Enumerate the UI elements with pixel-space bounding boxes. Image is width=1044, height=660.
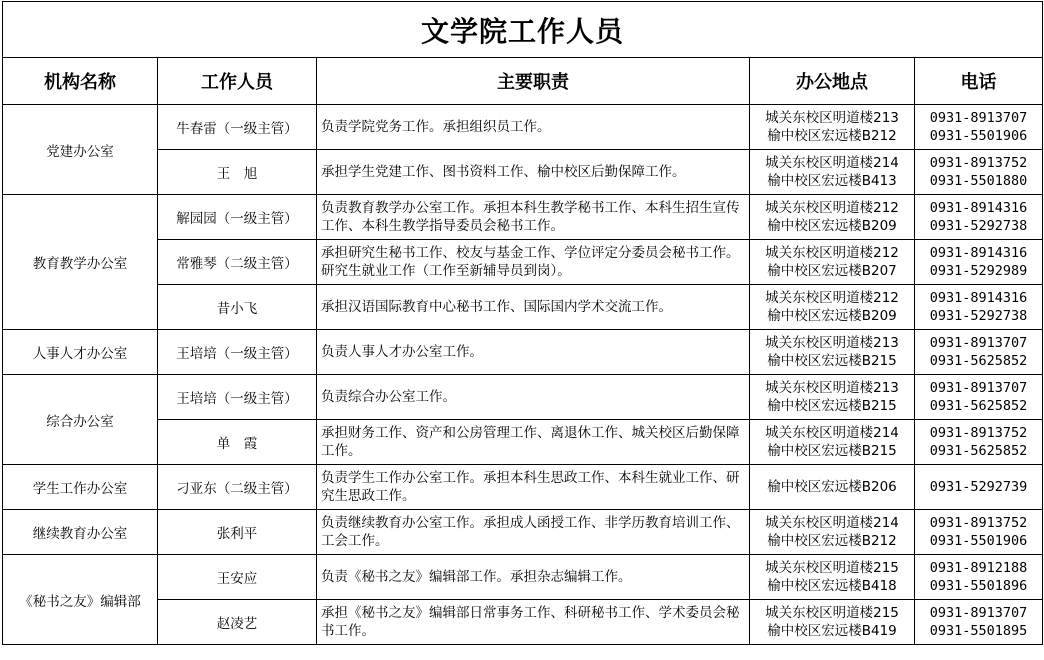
staff-name-cell: 解园园（一级主管） xyxy=(158,195,317,240)
table-row xyxy=(3,375,1043,420)
location-line: 城关东校区明道楼215 xyxy=(765,560,899,576)
staff-table xyxy=(2,1,1043,645)
org-name-cell: 《秘书之友》编辑部 xyxy=(3,555,158,645)
location-line: 城关东校区明道楼214 xyxy=(765,425,899,441)
header-phone: 电话 xyxy=(915,58,1043,105)
location-line: 城关东校区明道楼212 xyxy=(765,245,899,261)
location-line: 榆中校区宏远楼B212 xyxy=(767,128,897,144)
table-body xyxy=(3,105,1043,645)
staff-name-cell: 王 旭 xyxy=(158,150,317,195)
duty-cell: 承担财务工作、资产和公房管理工作、离退休工作、城关校区后勤保障工作。 xyxy=(317,420,750,465)
phone-line: 0931-8914316 xyxy=(929,245,1028,261)
staff-name-cell: 单 霞 xyxy=(158,420,317,465)
phone-line: 0931-5292739 xyxy=(929,479,1028,495)
phone-cell xyxy=(915,105,1043,150)
location-cell xyxy=(750,555,915,600)
location-line: 城关东校区明道楼213 xyxy=(765,380,899,396)
duty-cell: 负责《秘书之友》编辑部工作。承担杂志编辑工作。 xyxy=(317,555,750,600)
phone-line: 0931-5501906 xyxy=(929,533,1028,549)
org-name-cell: 学生工作办公室 xyxy=(3,465,158,510)
staff-name-cell: 牛春雷（一级主管） xyxy=(158,105,317,150)
location-line: 榆中校区宏远楼B209 xyxy=(767,308,897,324)
table-row xyxy=(3,105,1043,150)
table-row xyxy=(3,195,1043,240)
table-title: 文学院工作人员 xyxy=(3,2,1043,58)
phone-cell xyxy=(915,240,1043,285)
phone-line: 0931-8914316 xyxy=(929,200,1028,216)
phone-line: 0931-5292738 xyxy=(929,308,1028,324)
duty-cell: 承担《秘书之友》编辑部日常事务工作、科研秘书工作、学术委员会秘书工作。 xyxy=(317,600,750,645)
phone-line: 0931-5501880 xyxy=(929,173,1028,189)
duty-cell: 负责综合办公室工作。 xyxy=(317,375,750,420)
location-line: 城关东校区明道楼215 xyxy=(765,605,899,621)
location-line: 榆中校区宏远楼B215 xyxy=(767,443,897,459)
duty-cell: 负责继续教育办公室工作。承担成人函授工作、非学历教育培训工作、工会工作。 xyxy=(317,510,750,555)
phone-line: 0931-5625852 xyxy=(929,353,1028,369)
header-duties: 主要职责 xyxy=(317,58,750,105)
org-name-cell: 教育教学办公室 xyxy=(3,195,158,330)
location-line: 城关东校区明道楼212 xyxy=(765,290,899,306)
staff-name-cell: 王培培（一级主管） xyxy=(158,330,317,375)
phone-line: 0931-8914316 xyxy=(929,290,1028,306)
phone-cell xyxy=(915,375,1043,420)
org-name-cell: 人事人才办公室 xyxy=(3,330,158,375)
staff-name-cell: 刁亚东（二级主管） xyxy=(158,465,317,510)
duty-cell: 负责学院党务工作。承担组织员工作。 xyxy=(317,105,750,150)
duty-cell: 承担汉语国际教育中心秘书工作、国际国内学术交流工作。 xyxy=(317,285,750,330)
org-name-cell: 党建办公室 xyxy=(3,105,158,195)
phone-line: 0931-5625852 xyxy=(929,443,1028,459)
location-line: 榆中校区宏远楼B215 xyxy=(767,398,897,414)
header-staff: 工作人员 xyxy=(158,58,317,105)
phone-line: 0931-8913707 xyxy=(929,110,1028,126)
phone-cell xyxy=(915,195,1043,240)
phone-cell xyxy=(915,285,1043,330)
phone-line: 0931-5501895 xyxy=(929,623,1028,639)
phone-line: 0931-5292989 xyxy=(929,263,1028,279)
table-row xyxy=(3,330,1043,375)
location-line: 城关东校区明道楼213 xyxy=(765,335,899,351)
location-line: 榆中校区宏远楼B212 xyxy=(767,533,897,549)
phone-cell xyxy=(915,420,1043,465)
phone-cell xyxy=(915,555,1043,600)
staff-name-cell: 赵凌艺 xyxy=(158,600,317,645)
location-line: 榆中校区宏远楼B413 xyxy=(767,173,897,189)
phone-line: 0931-8913752 xyxy=(929,425,1028,441)
location-line: 榆中校区宏远楼B418 xyxy=(767,578,897,594)
staff-name-cell: 王培培（一级主管） xyxy=(158,375,317,420)
location-cell xyxy=(750,105,915,150)
location-cell xyxy=(750,465,915,510)
phone-cell xyxy=(915,510,1043,555)
location-cell xyxy=(750,420,915,465)
table-row xyxy=(3,510,1043,555)
table-row xyxy=(3,465,1043,510)
table-row xyxy=(3,285,1043,330)
duty-cell: 承担研究生秘书工作、校友与基金工作、学位评定分委员会秘书工作。研究生就业工作（工作至新辅导员到岗）。 xyxy=(317,240,750,285)
location-cell xyxy=(750,375,915,420)
location-cell xyxy=(750,195,915,240)
table-row xyxy=(3,420,1043,465)
phone-line: 0931-8912188 xyxy=(929,560,1028,576)
location-line: 城关东校区明道楼213 xyxy=(765,110,899,126)
phone-line: 0931-8913707 xyxy=(929,605,1028,621)
location-line: 城关东校区明道楼212 xyxy=(765,200,899,216)
table-row xyxy=(3,240,1043,285)
duty-cell: 负责学生工作办公室工作。承担本科生思政工作、本科生就业工作、研究生思政工作。 xyxy=(317,465,750,510)
org-name-cell: 综合办公室 xyxy=(3,375,158,465)
location-cell xyxy=(750,240,915,285)
org-name-cell: 继续教育办公室 xyxy=(3,510,158,555)
phone-line: 0931-5292738 xyxy=(929,218,1028,234)
duty-cell: 负责教育教学办公室工作。承担本科生教学秘书工作、本科生招生宣传工作、本科生教学指导委员会秘书工作。 xyxy=(317,195,750,240)
phone-cell xyxy=(915,465,1043,510)
table-row xyxy=(3,150,1043,195)
phone-line: 0931-8913707 xyxy=(929,335,1028,351)
location-line: 榆中校区宏远楼B215 xyxy=(767,353,897,369)
location-line: 榆中校区宏远楼B206 xyxy=(767,479,897,495)
phone-cell xyxy=(915,150,1043,195)
phone-line: 0931-5625852 xyxy=(929,398,1028,414)
staff-name-cell: 常雅琴（二级主管） xyxy=(158,240,317,285)
phone-line: 0931-8913752 xyxy=(929,515,1028,531)
table-row xyxy=(3,555,1043,600)
staff-name-cell: 王安应 xyxy=(158,555,317,600)
location-line: 城关东校区明道楼214 xyxy=(765,515,899,531)
phone-line: 0931-5501906 xyxy=(929,128,1028,144)
location-line: 榆中校区宏远楼B207 xyxy=(767,263,897,279)
location-cell xyxy=(750,150,915,195)
phone-line: 0931-8913752 xyxy=(929,155,1028,171)
location-cell xyxy=(750,600,915,645)
phone-line: 0931-8913707 xyxy=(929,380,1028,396)
duty-cell: 承担学生党建工作、图书资料工作、榆中校区后勤保障工作。 xyxy=(317,150,750,195)
location-cell xyxy=(750,285,915,330)
staff-name-cell: 张利平 xyxy=(158,510,317,555)
phone-line: 0931-5501896 xyxy=(929,578,1028,594)
header-org: 机构名称 xyxy=(3,58,158,105)
phone-cell xyxy=(915,600,1043,645)
location-line: 榆中校区宏远楼B209 xyxy=(767,218,897,234)
location-line: 榆中校区宏远楼B419 xyxy=(767,623,897,639)
duty-cell: 负责人事人才办公室工作。 xyxy=(317,330,750,375)
table-row xyxy=(3,600,1043,645)
location-cell xyxy=(750,330,915,375)
header-location: 办公地点 xyxy=(750,58,915,105)
staff-name-cell: 昔小飞 xyxy=(158,285,317,330)
location-line: 城关东校区明道楼214 xyxy=(765,155,899,171)
phone-cell xyxy=(915,330,1043,375)
location-cell xyxy=(750,510,915,555)
